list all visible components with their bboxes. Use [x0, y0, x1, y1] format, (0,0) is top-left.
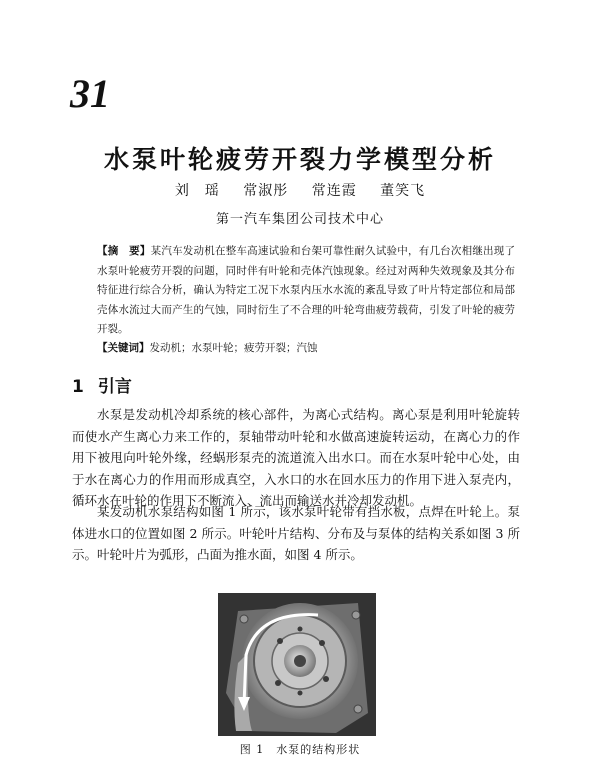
author-name: 董笑飞: [380, 183, 426, 199]
abstract: [97, 242, 515, 340]
page-number: 31: [70, 71, 110, 116]
figure-water-pump-photo: [218, 593, 376, 736]
body-paragraph-2: [72, 501, 520, 566]
section-title: 引言: [97, 377, 132, 397]
keywords-label: 【关键词】: [97, 342, 150, 354]
section-heading: [72, 372, 132, 397]
keywords: [97, 339, 515, 358]
caption-label: 图 1: [239, 743, 265, 756]
abstract-text: 某汽车发动机在整车高速试验和台架可靠性耐久试验中，有几台次相继出现了水泵叶轮疲劳开裂的问题，同时伴有叶轮和壳体汽蚀现象。经过对两种失效现象及其分布特征进行综合分析，确认为特定工况下水泵内压水水流的紊乱导致了叶片特定部位和局部壳体水流过大而产生的气蚀，同时衍生了不合理的叶轮弯曲疲劳载荷，引发了叶轮的疲劳开裂。: [97, 245, 516, 335]
author-name: 常淑彤: [243, 183, 289, 199]
author-list: [0, 180, 600, 200]
body-paragraph-1: [72, 404, 520, 512]
paragraph-text: 某发动机水泵结构如图 1 所示，该水泵叶轮带有挡水板，点焊在叶轮上。泵体进水口的位置如图 2 所示。叶轮叶片结构、分布及与泵体的结构关系如图 3 所示。叶轮叶片为弧形，凸面为推水面，如图 4 所示。: [72, 504, 520, 563]
keywords-text: 发动机；水泵叶轮；疲劳开裂；汽蚀: [149, 342, 318, 354]
author-name: 刘 瑶: [174, 183, 220, 199]
paper-title: 水泵叶轮疲劳开裂力学模型分析: [103, 145, 496, 174]
figure-caption: [0, 741, 600, 757]
affiliation: 第一汽车集团公司技术中心: [215, 212, 384, 227]
author-name: 常连霞: [311, 183, 357, 199]
caption-text: 水泵的结构形状: [276, 743, 361, 756]
section-number: 1: [72, 377, 84, 397]
water-pump-illustration: [218, 593, 376, 736]
paragraph-text: 水泵是发动机冷却系统的核心部件，为离心式结构。离心泵是利用叶轮旋转而使水产生离心力来工作的，泵轴带动叶轮和水做高速旋转运动，在离心力的作用下被甩向叶轮外缘，经蜗形泵壳的流道流入出水口。而在水泵叶轮中心处，由于水在离心力的作用而形成真空，入水口的水在回水压力的作用下进入泵壳内，循环水在叶轮的作用下不断流入、流出而输送水并冷却发动机。: [72, 407, 520, 509]
abstract-label: 【摘 要】: [97, 245, 151, 257]
